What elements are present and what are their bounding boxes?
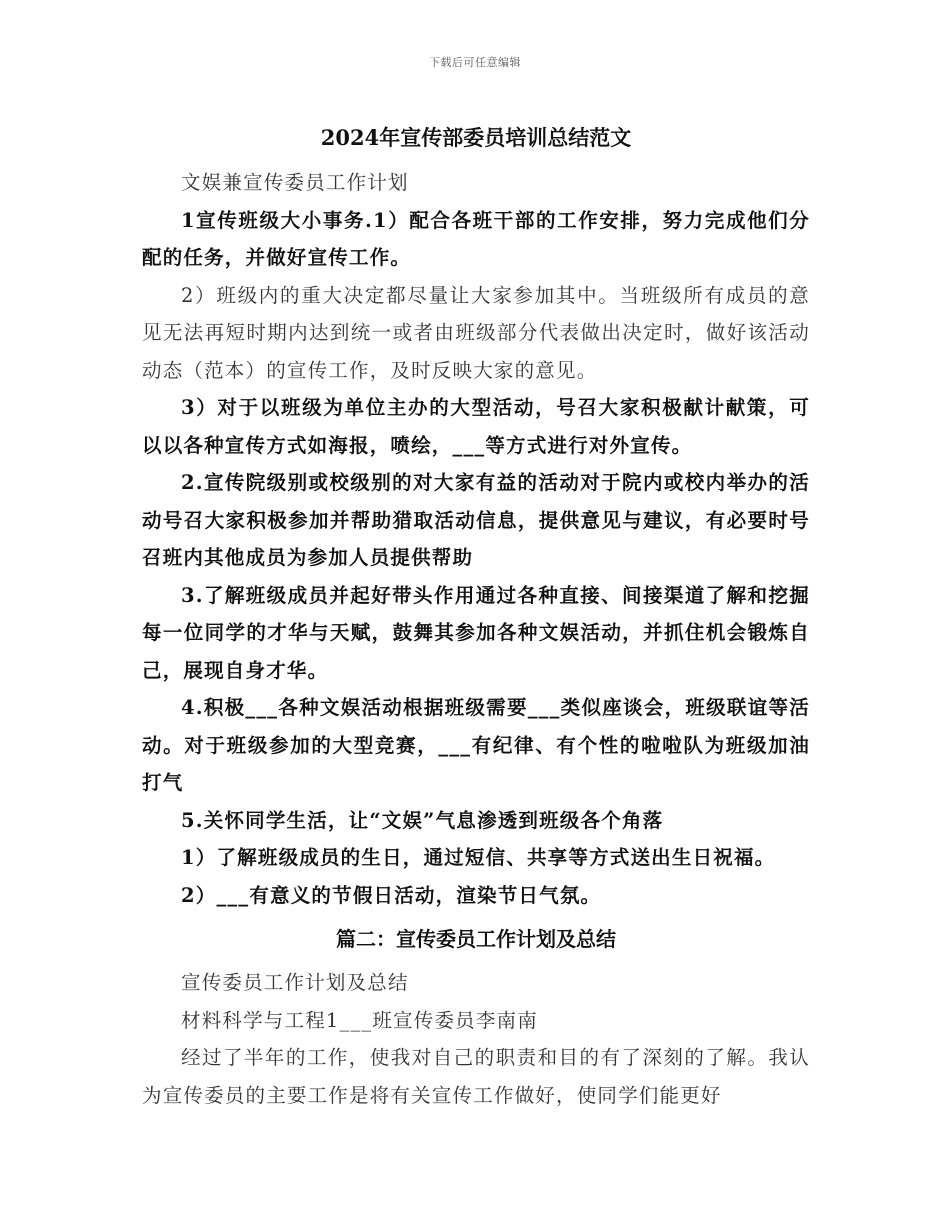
document-body <box>142 118 810 1114</box>
paragraph: 1）了解班级成员的生日，通过短信、共享等方式送出生日祝福。 <box>181 846 776 869</box>
paragraph: 4.积极___各种文娱活动根据班级需要___类似座谈会，班级联谊等活动。对于班级参加的大型竞赛，___有纪律、有个性的啦啦队为班级加油打气 <box>142 696 810 794</box>
paragraph: 2）班级内的重大决定都尽量让大家参加其中。当班级所有成员的意见无法再短时期内达到统一或者由班级部分代表做出决定时，做好该活动动态（范本）的宣传工作，及时反映大家的意见。 <box>142 283 810 382</box>
paragraph: 宣传委员工作计划及总结 <box>181 971 409 994</box>
paragraph: 2.宣传院级别或校级别的对大家有益的活动对于院内或校内举办的活动号召大家积极参加并帮助猎取活动信息，提供意见与建议，有必要时号召班内其他成员为参加人员提供帮助 <box>142 471 810 569</box>
section-part2 <box>142 964 810 1114</box>
paragraph: 经过了半年的工作，使我对自己的职责和目的有了深刻的了解。我认为宣传委员的主要工作是将有关宣传工作做好，使同学们能更好 <box>142 1046 810 1107</box>
paragraph: 5.关怀同学生活，让“文娱”气息渗透到班级各个角落 <box>181 808 664 832</box>
section-part1 <box>142 164 810 914</box>
paragraph: 3.了解班级成员并起好带头作用通过各种直接、间接渠道了解和挖掘每一位同学的才华与天赋，鼓舞其参加各种文娱活动，并抓住机会锻炼自己，展现自身才华。 <box>142 583 810 682</box>
paragraph: 材料科学与工程1___班宣传委员李南南 <box>181 1008 538 1032</box>
paragraph: 文娱兼宣传委员工作计划 <box>181 171 409 194</box>
paragraph: 1宣传班级大小事务.1）配合各班干部的工作安排，努力完成他们分配的任务，并做好宣传工作。 <box>142 208 810 269</box>
header-note: 下载后可任意编辑 <box>429 56 521 69</box>
section-2-title: 篇二：宣传委员工作计划及总结 <box>336 927 616 951</box>
paragraph: 3）对于以班级为单位主办的大型活动，号召大家积极献计献策，可以以各种宣传方式如海报，喷绘，___等方式进行对外宣传。 <box>142 396 810 457</box>
document-title: 2024年宣传部委员培训总结范文 <box>320 125 632 150</box>
paragraph: 2）___有意义的节假日活动，渲染节日气氛。 <box>181 883 602 907</box>
